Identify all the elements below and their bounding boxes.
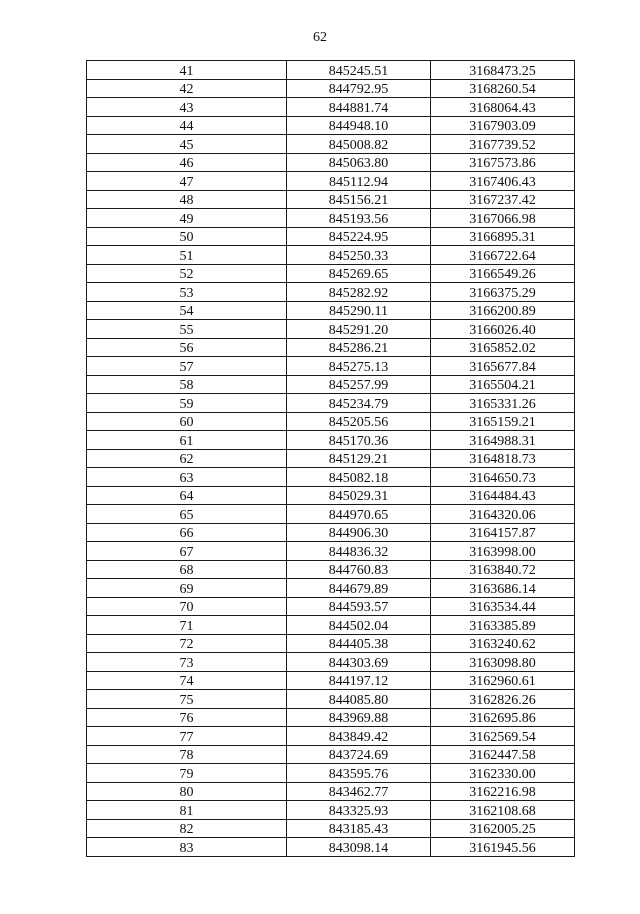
x-coordinate-cell: 844502.04: [287, 616, 431, 635]
table-row: [87, 708, 575, 727]
x-coordinate-cell: 843098.14: [287, 838, 431, 857]
x-coordinate-cell: 844593.57: [287, 597, 431, 616]
table-row: [87, 394, 575, 413]
point-number-cell: 52: [87, 264, 287, 283]
x-coordinate-cell: 845129.21: [287, 449, 431, 468]
x-coordinate-cell: 845286.21: [287, 338, 431, 357]
y-coordinate-cell: 3162108.68: [431, 801, 575, 820]
y-coordinate-cell: 3163385.89: [431, 616, 575, 635]
y-coordinate-cell: 3162447.58: [431, 745, 575, 764]
x-coordinate-cell: 845269.65: [287, 264, 431, 283]
table-row: [87, 653, 575, 672]
x-coordinate-cell: 843185.43: [287, 819, 431, 838]
point-number-cell: 64: [87, 486, 287, 505]
point-number-cell: 78: [87, 745, 287, 764]
x-coordinate-cell: 845290.11: [287, 301, 431, 320]
point-number-cell: 59: [87, 394, 287, 413]
table-row: [87, 745, 575, 764]
y-coordinate-cell: 3165159.21: [431, 412, 575, 431]
y-coordinate-cell: 3163534.44: [431, 597, 575, 616]
table-row: [87, 634, 575, 653]
y-coordinate-cell: 3162695.86: [431, 708, 575, 727]
point-number-cell: 72: [87, 634, 287, 653]
y-coordinate-cell: 3165331.26: [431, 394, 575, 413]
x-coordinate-cell: 845282.92: [287, 283, 431, 302]
y-coordinate-cell: 3165677.84: [431, 357, 575, 376]
x-coordinate-cell: 845008.82: [287, 135, 431, 154]
table-row: [87, 838, 575, 857]
x-coordinate-cell: 844836.32: [287, 542, 431, 561]
point-number-cell: 71: [87, 616, 287, 635]
x-coordinate-cell: 844085.80: [287, 690, 431, 709]
x-coordinate-cell: 845275.13: [287, 357, 431, 376]
table-row: [87, 227, 575, 246]
point-number-cell: 42: [87, 79, 287, 98]
y-coordinate-cell: 3162569.54: [431, 727, 575, 746]
y-coordinate-cell: 3166549.26: [431, 264, 575, 283]
x-coordinate-cell: 845112.94: [287, 172, 431, 191]
x-coordinate-cell: 845082.18: [287, 468, 431, 487]
y-coordinate-cell: 3167903.09: [431, 116, 575, 135]
y-coordinate-cell: 3165504.21: [431, 375, 575, 394]
table-row: [87, 246, 575, 265]
coordinates-table: [86, 60, 575, 857]
y-coordinate-cell: 3167739.52: [431, 135, 575, 154]
y-coordinate-cell: 3166200.89: [431, 301, 575, 320]
y-coordinate-cell: 3164157.87: [431, 523, 575, 542]
table-row: [87, 690, 575, 709]
y-coordinate-cell: 3165852.02: [431, 338, 575, 357]
point-number-cell: 61: [87, 431, 287, 450]
y-coordinate-cell: 3162216.98: [431, 782, 575, 801]
x-coordinate-cell: 844948.10: [287, 116, 431, 135]
page-number: 62: [313, 30, 327, 45]
table-row: [87, 431, 575, 450]
point-number-cell: 73: [87, 653, 287, 672]
point-number-cell: 46: [87, 153, 287, 172]
x-coordinate-cell: 843849.42: [287, 727, 431, 746]
table-row: [87, 375, 575, 394]
table-row: [87, 79, 575, 98]
y-coordinate-cell: 3162005.25: [431, 819, 575, 838]
point-number-cell: 68: [87, 560, 287, 579]
x-coordinate-cell: 845234.79: [287, 394, 431, 413]
point-number-cell: 75: [87, 690, 287, 709]
table-row: [87, 320, 575, 339]
point-number-cell: 69: [87, 579, 287, 598]
point-number-cell: 70: [87, 597, 287, 616]
point-number-cell: 76: [87, 708, 287, 727]
table-row: [87, 468, 575, 487]
table-row: [87, 116, 575, 135]
point-number-cell: 55: [87, 320, 287, 339]
x-coordinate-cell: 844679.89: [287, 579, 431, 598]
y-coordinate-cell: 3163098.80: [431, 653, 575, 672]
point-number-cell: 66: [87, 523, 287, 542]
table-row: [87, 542, 575, 561]
x-coordinate-cell: 845029.31: [287, 486, 431, 505]
x-coordinate-cell: 845063.80: [287, 153, 431, 172]
table-row: [87, 172, 575, 191]
point-number-cell: 82: [87, 819, 287, 838]
point-number-cell: 81: [87, 801, 287, 820]
y-coordinate-cell: 3166375.29: [431, 283, 575, 302]
y-coordinate-cell: 3164320.06: [431, 505, 575, 524]
table-row: [87, 209, 575, 228]
table-row: [87, 135, 575, 154]
point-number-cell: 58: [87, 375, 287, 394]
x-coordinate-cell: 844792.95: [287, 79, 431, 98]
table-row: [87, 727, 575, 746]
point-number-cell: 56: [87, 338, 287, 357]
x-coordinate-cell: 845257.99: [287, 375, 431, 394]
y-coordinate-cell: 3163998.00: [431, 542, 575, 561]
x-coordinate-cell: 845224.95: [287, 227, 431, 246]
y-coordinate-cell: 3163840.72: [431, 560, 575, 579]
y-coordinate-cell: 3162960.61: [431, 671, 575, 690]
y-coordinate-cell: 3164484.43: [431, 486, 575, 505]
y-coordinate-cell: 3161945.56: [431, 838, 575, 857]
table-row: [87, 449, 575, 468]
point-number-cell: 47: [87, 172, 287, 191]
x-coordinate-cell: 843724.69: [287, 745, 431, 764]
table-row: [87, 764, 575, 783]
table-row: [87, 264, 575, 283]
point-number-cell: 51: [87, 246, 287, 265]
x-coordinate-cell: 843595.76: [287, 764, 431, 783]
y-coordinate-cell: 3168064.43: [431, 98, 575, 117]
point-number-cell: 65: [87, 505, 287, 524]
y-coordinate-cell: 3163686.14: [431, 579, 575, 598]
y-coordinate-cell: 3164650.73: [431, 468, 575, 487]
point-number-cell: 60: [87, 412, 287, 431]
y-coordinate-cell: 3162330.00: [431, 764, 575, 783]
table-row: [87, 357, 575, 376]
coordinates-table-body: [87, 61, 575, 857]
x-coordinate-cell: 845291.20: [287, 320, 431, 339]
point-number-cell: 49: [87, 209, 287, 228]
y-coordinate-cell: 3163240.62: [431, 634, 575, 653]
y-coordinate-cell: 3167573.86: [431, 153, 575, 172]
y-coordinate-cell: 3168260.54: [431, 79, 575, 98]
point-number-cell: 53: [87, 283, 287, 302]
table-row: [87, 338, 575, 357]
point-number-cell: 48: [87, 190, 287, 209]
point-number-cell: 43: [87, 98, 287, 117]
x-coordinate-cell: 844970.65: [287, 505, 431, 524]
table-row: [87, 61, 575, 80]
y-coordinate-cell: 3164818.73: [431, 449, 575, 468]
table-row: [87, 486, 575, 505]
point-number-cell: 67: [87, 542, 287, 561]
table-row: [87, 579, 575, 598]
table-row: [87, 283, 575, 302]
point-number-cell: 77: [87, 727, 287, 746]
point-number-cell: 44: [87, 116, 287, 135]
table-row: [87, 98, 575, 117]
table-row: [87, 819, 575, 838]
table-row: [87, 560, 575, 579]
y-coordinate-cell: 3167066.98: [431, 209, 575, 228]
point-number-cell: 62: [87, 449, 287, 468]
x-coordinate-cell: 844760.83: [287, 560, 431, 579]
table-row: [87, 412, 575, 431]
x-coordinate-cell: 843462.77: [287, 782, 431, 801]
point-number-cell: 74: [87, 671, 287, 690]
point-number-cell: 45: [87, 135, 287, 154]
point-number-cell: 54: [87, 301, 287, 320]
point-number-cell: 50: [87, 227, 287, 246]
table-row: [87, 190, 575, 209]
x-coordinate-cell: 844303.69: [287, 653, 431, 672]
y-coordinate-cell: 3167237.42: [431, 190, 575, 209]
x-coordinate-cell: 844197.12: [287, 671, 431, 690]
table-row: [87, 301, 575, 320]
table-row: [87, 505, 575, 524]
x-coordinate-cell: 844881.74: [287, 98, 431, 117]
x-coordinate-cell: 845205.56: [287, 412, 431, 431]
y-coordinate-cell: 3168473.25: [431, 61, 575, 80]
x-coordinate-cell: 844906.30: [287, 523, 431, 542]
point-number-cell: 83: [87, 838, 287, 857]
y-coordinate-cell: 3166026.40: [431, 320, 575, 339]
table-row: [87, 597, 575, 616]
x-coordinate-cell: 843325.93: [287, 801, 431, 820]
table-row: [87, 801, 575, 820]
x-coordinate-cell: 845193.56: [287, 209, 431, 228]
point-number-cell: 79: [87, 764, 287, 783]
table-row: [87, 671, 575, 690]
point-number-cell: 63: [87, 468, 287, 487]
y-coordinate-cell: 3162826.26: [431, 690, 575, 709]
y-coordinate-cell: 3166722.64: [431, 246, 575, 265]
x-coordinate-cell: 845170.36: [287, 431, 431, 450]
x-coordinate-cell: 845250.33: [287, 246, 431, 265]
table-row: [87, 153, 575, 172]
point-number-cell: 57: [87, 357, 287, 376]
x-coordinate-cell: 845156.21: [287, 190, 431, 209]
y-coordinate-cell: 3167406.43: [431, 172, 575, 191]
x-coordinate-cell: 845245.51: [287, 61, 431, 80]
y-coordinate-cell: 3166895.31: [431, 227, 575, 246]
table-row: [87, 523, 575, 542]
table-row: [87, 782, 575, 801]
x-coordinate-cell: 843969.88: [287, 708, 431, 727]
x-coordinate-cell: 844405.38: [287, 634, 431, 653]
point-number-cell: 41: [87, 61, 287, 80]
point-number-cell: 80: [87, 782, 287, 801]
y-coordinate-cell: 3164988.31: [431, 431, 575, 450]
table-row: [87, 616, 575, 635]
